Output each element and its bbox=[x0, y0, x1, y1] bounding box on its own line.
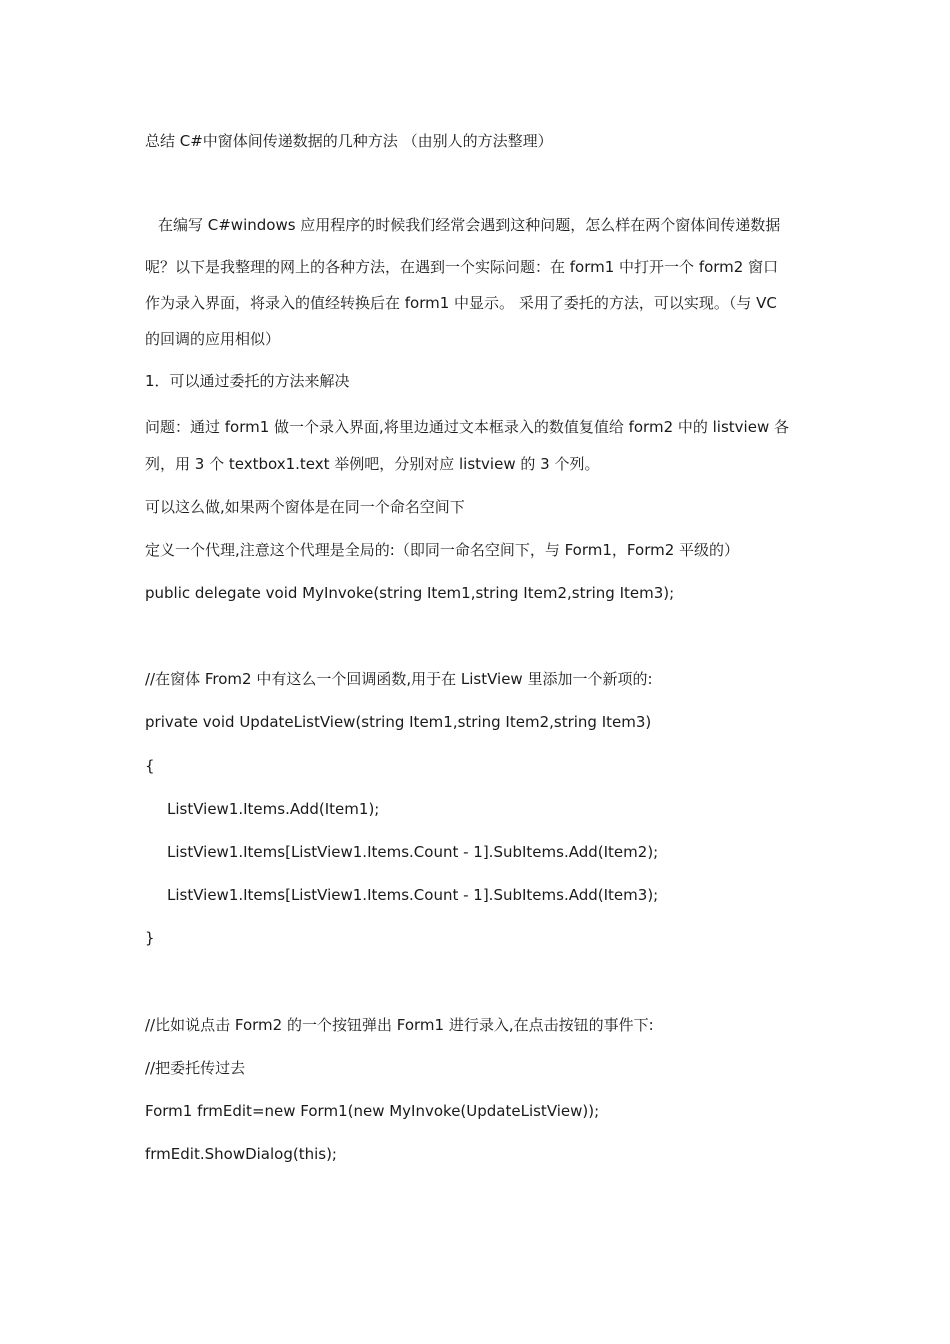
click-comment: //比如说点击 Form2 的一个按钮弹出 Form1 进行录入,在点击按钮的事件下: bbox=[145, 1016, 654, 1034]
intro-line-4: 的回调的应用相似） bbox=[145, 330, 281, 348]
delegate-note: 定义一个代理,注意这个代理是全局的:（即同一命名空间下，与 Form1，Form2 平级的） bbox=[145, 541, 740, 559]
method-body-line-1: ListView1.Items.Add(Item1); bbox=[167, 800, 380, 818]
namespace-note: 可以这么做,如果两个窗体是在同一个命名空间下 bbox=[145, 498, 465, 516]
problem-line-1: 问题：通过 form1 做一个录入界面,将里边通过文本框录入的数值复值给 form2 中的 listview 各 bbox=[145, 418, 789, 436]
pass-comment: //把委托传过去 bbox=[145, 1059, 246, 1077]
intro-line-1: 在编写 C#windows 应用程序的时候我们经常会遇到这种问题，怎么样在两个窗体间传递数据 bbox=[158, 216, 781, 234]
brace-open: { bbox=[145, 757, 155, 775]
delegate-code: public delegate void MyInvoke(string Item1,string Item2,string Item3); bbox=[145, 584, 675, 602]
brace-close: } bbox=[145, 929, 155, 947]
show-code: frmEdit.ShowDialog(this); bbox=[145, 1145, 337, 1163]
create-code: Form1 frmEdit=new Form1(new MyInvoke(UpdateListView)); bbox=[145, 1102, 600, 1120]
method-body-line-2: ListView1.Items[ListView1.Items.Count - 1].SubItems.Add(Item2); bbox=[167, 843, 659, 861]
intro-line-3: 作为录入界面，将录入的值经转换后在 form1 中显示。 采用了委托的方法，可以实现。（与 VC bbox=[145, 294, 777, 312]
callback-comment: //在窗体 From2 中有这么一个回调函数,用于在 ListView 里添加一个新项的: bbox=[145, 670, 653, 688]
method-body-line-3: ListView1.Items[ListView1.Items.Count - 1].SubItems.Add(Item3); bbox=[167, 886, 659, 904]
section-heading: 1．可以通过委托的方法来解决 bbox=[145, 372, 350, 390]
document-title: 总结 C#中窗体间传递数据的几种方法 （由别人的方法整理） bbox=[145, 132, 553, 150]
intro-line-2: 呢？以下是我整理的网上的各种方法，在遇到一个实际问题：在 form1 中打开一个 form2 窗口 bbox=[145, 258, 779, 276]
method-signature: private void UpdateListView(string Item1,string Item2,string Item3) bbox=[145, 713, 652, 731]
problem-line-2: 列，用 3 个 textbox1.text 举例吧，分别对应 listview 的 3 个列。 bbox=[145, 455, 600, 473]
